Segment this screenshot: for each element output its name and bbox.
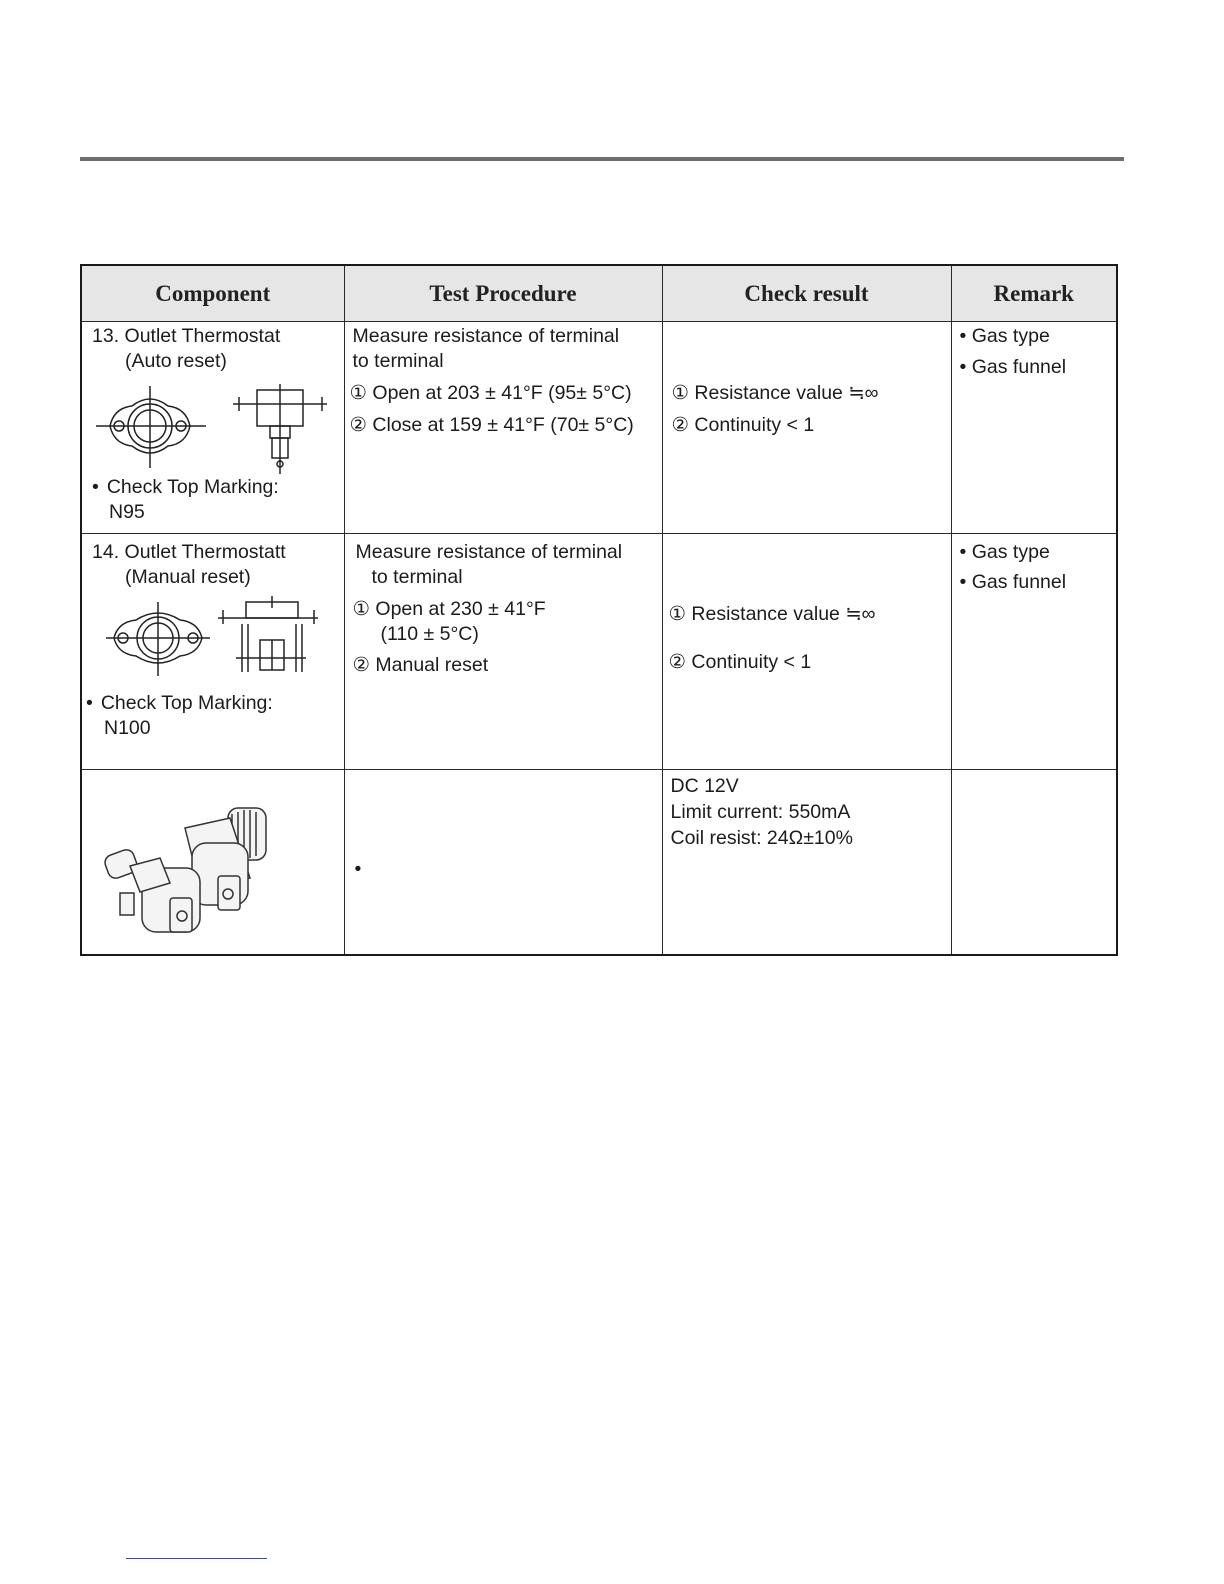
remark-item: • Gas type	[959, 325, 1050, 347]
marking-label: • Check Top Marking:	[92, 476, 279, 498]
result-line: DC 12V	[670, 775, 739, 797]
header-test-procedure: Test Procedure	[344, 265, 662, 322]
component-test-table	[80, 264, 1118, 956]
procedure-line: Measure resistance of terminal	[355, 541, 623, 563]
footer-link-underline	[126, 1558, 267, 1559]
marking-value: N95	[109, 501, 145, 523]
header-remark: Remark	[951, 265, 1117, 322]
table-row	[81, 322, 1117, 534]
procedure-cell	[345, 534, 662, 769]
solenoid-valve-icon	[100, 788, 280, 948]
table-header-row	[81, 265, 1117, 322]
procedure-step: ① Open at 203 ± 41°F (95± 5°C)	[349, 382, 632, 404]
remark-cell	[952, 322, 1117, 533]
table-row	[81, 534, 1117, 770]
procedure-line: to terminal	[352, 350, 444, 372]
procedure-bullet: •	[354, 858, 362, 880]
component-subtitle: (Manual reset)	[125, 566, 251, 588]
remark-item: • Gas type	[959, 541, 1050, 563]
component-title: 13. Outlet Thermostat	[92, 325, 281, 347]
marking-value: N100	[104, 717, 151, 739]
procedure-line: Measure resistance of terminal	[352, 325, 620, 347]
component-cell	[82, 322, 344, 533]
remark-cell	[952, 770, 1117, 954]
result-line: ② Continuity < 1	[668, 651, 812, 673]
procedure-step: ② Manual reset	[352, 654, 489, 676]
result-line: Coil resist: 24Ω±10%	[670, 827, 853, 849]
result-line: Limit current: 550mA	[670, 801, 851, 823]
procedure-step: ② Close at 159 ± 41°F (70± 5°C)	[349, 414, 634, 436]
remark-item: • Gas funnel	[959, 571, 1067, 593]
component-cell	[82, 770, 344, 954]
result-line: ② Continuity < 1	[671, 414, 815, 436]
header-rule	[80, 157, 1124, 161]
procedure-cell	[345, 770, 662, 954]
header-check-result: Check result	[662, 265, 951, 322]
procedure-cell	[345, 322, 662, 533]
component-subtitle: (Auto reset)	[125, 350, 227, 372]
result-line: ① Resistance value ≒∞	[671, 382, 879, 404]
header-component: Component	[81, 265, 344, 322]
marking-label: • Check Top Marking:	[86, 692, 273, 714]
procedure-step: ① Open at 230 ± 41°F	[352, 598, 546, 620]
component-title: 14. Outlet Thermostatt	[92, 541, 286, 563]
component-cell	[82, 534, 344, 769]
procedure-step: (110 ± 5°C)	[380, 623, 479, 645]
thermostat-diagram-icon	[94, 382, 334, 477]
remark-item: • Gas funnel	[959, 356, 1067, 378]
result-cell	[663, 534, 951, 769]
result-cell	[663, 322, 951, 533]
procedure-line: to terminal	[371, 566, 463, 588]
result-cell	[663, 770, 951, 954]
table-row	[81, 770, 1117, 956]
thermostat-diagram-icon	[106, 596, 326, 681]
remark-cell	[952, 534, 1117, 769]
result-line: ① Resistance value ≒∞	[668, 603, 876, 625]
